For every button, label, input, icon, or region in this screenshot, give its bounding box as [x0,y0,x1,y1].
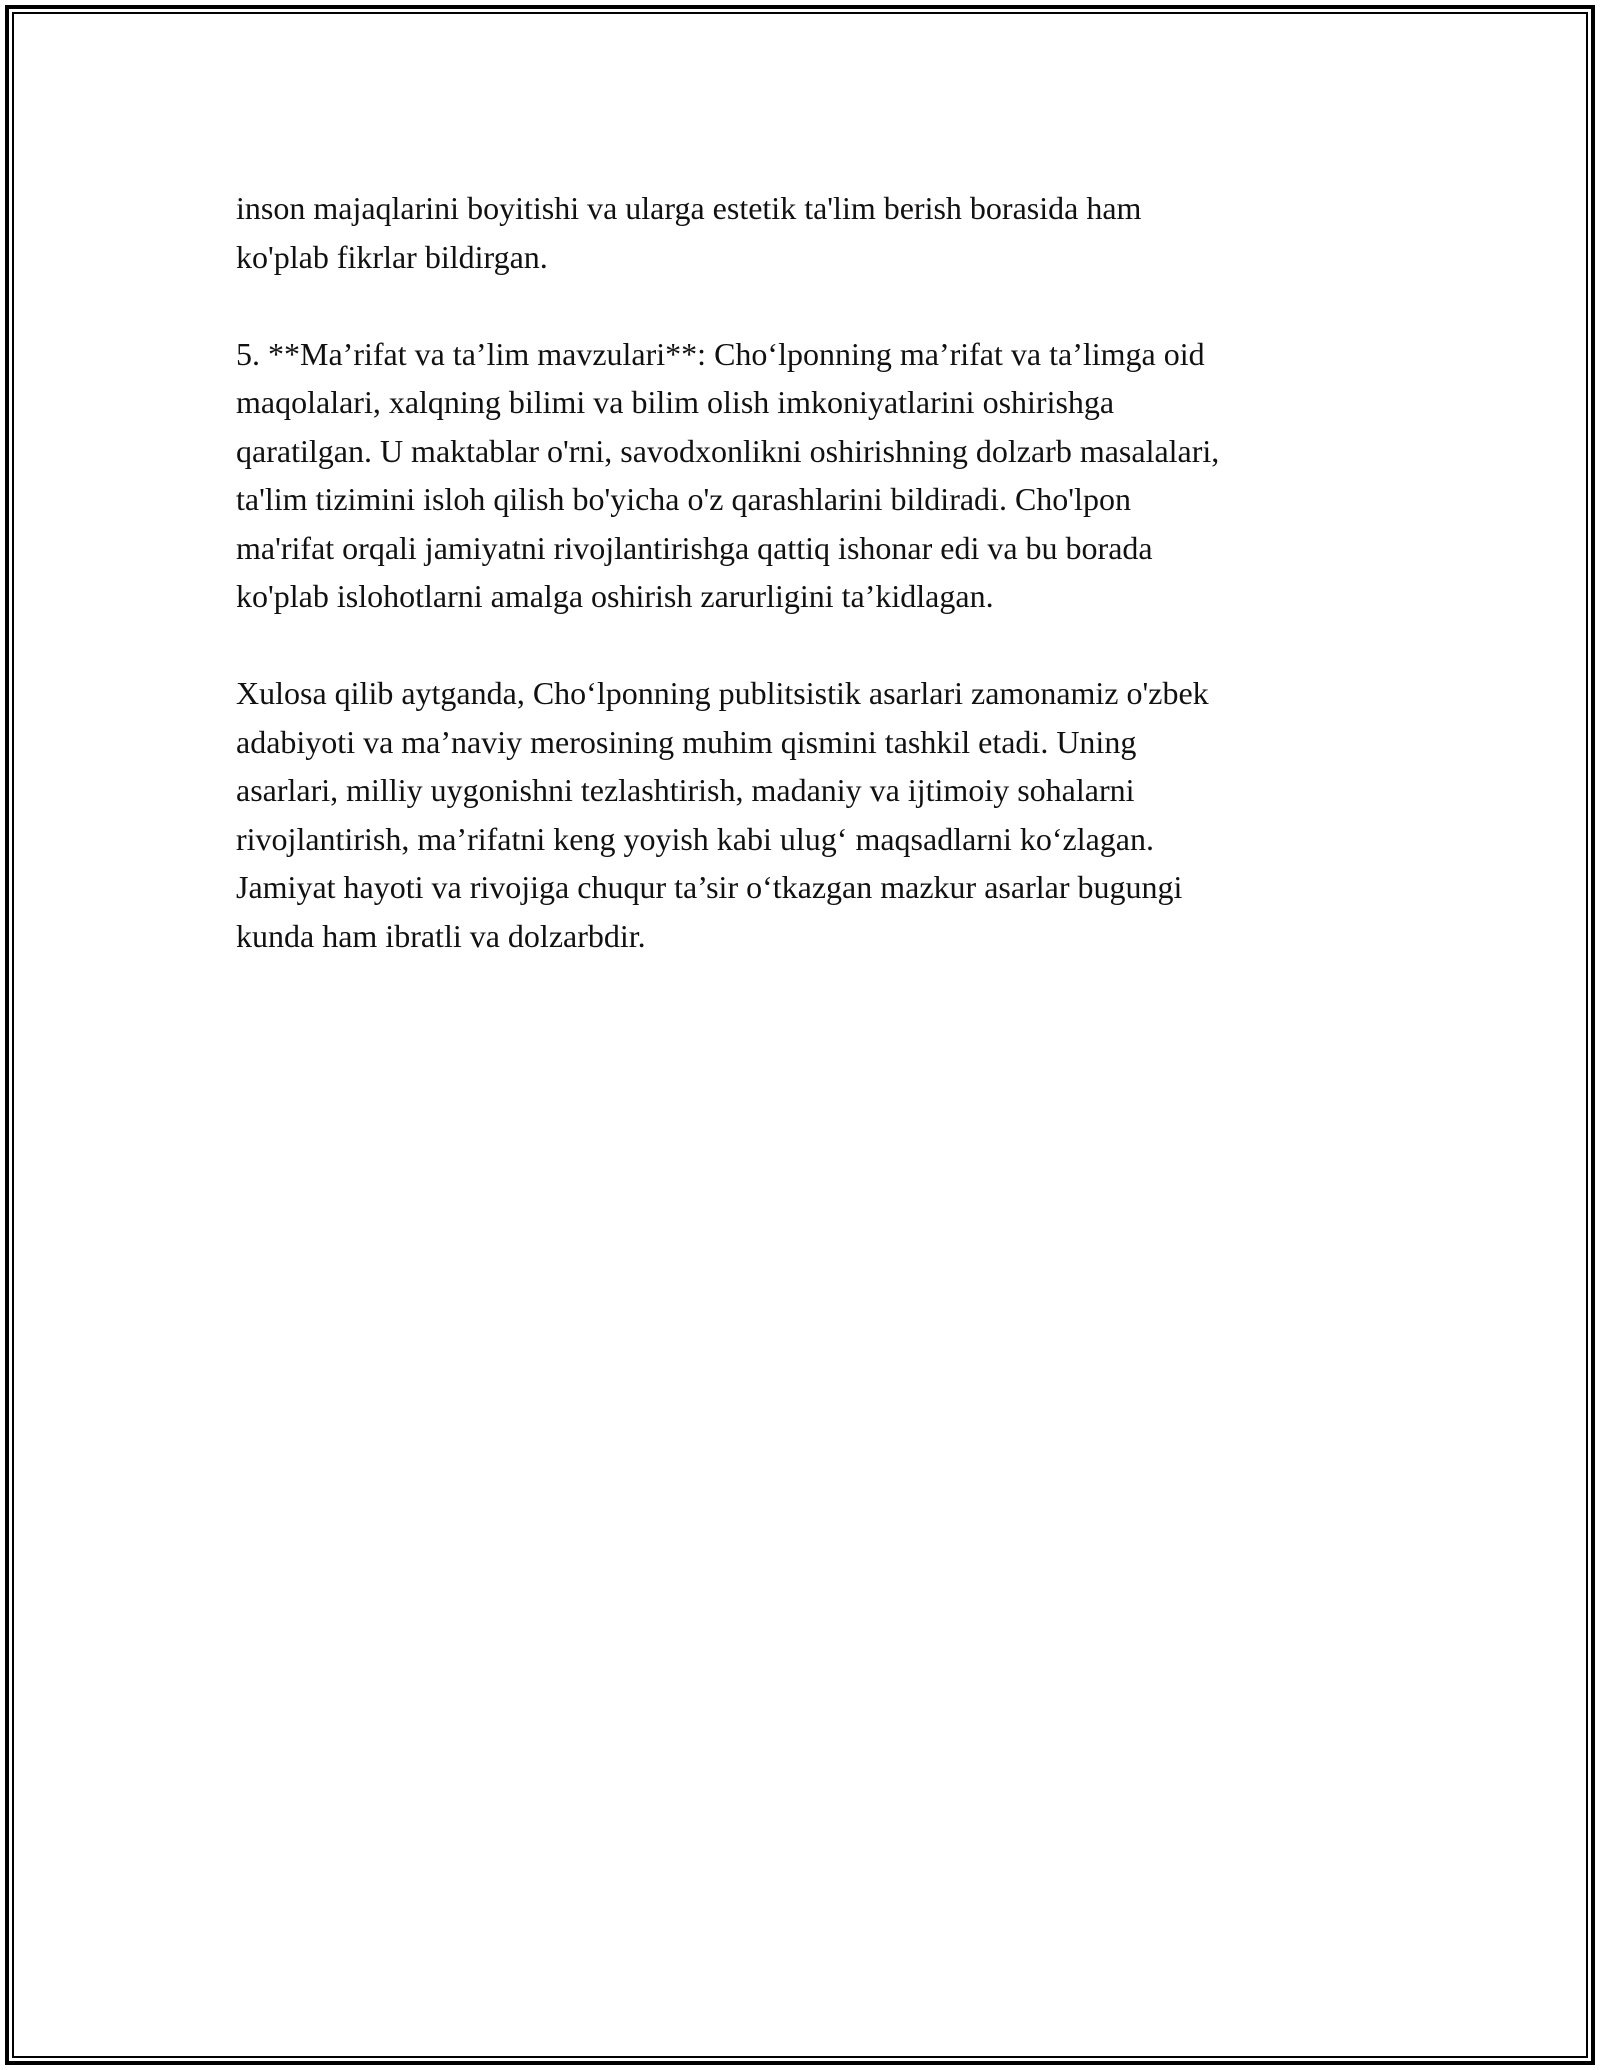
paragraph-enlightenment-education: 5. **Ma’rifat va ta’lim mavzulari**: Cho‘lponning ma’rifat va ta’limga oid maqolalari, xalqning bilimi va bilim olish imkoniyatlarini oshirishga qaratilgan. U maktablar o'rni, savodxonlikni oshirishning dolzarb masalalari, ta'lim tizimini isloh qilish bo'yicha o'z qarashlarini bildiradi. Cho'lpon ma'rifat orqali jamiyatni rivojlantirishga qattiq ishonar edi va bu borada ko'plab islohotlarni amalga oshirish zarurligini ta’kidlagan. [236,335,1220,614]
document-body [236,184,1396,1009]
paragraph-continuation: inson majaqlarini boyitishi va ularga estetik ta'lim berish borasida ham ko'plab fikrlar bildirgan. [236,190,1142,275]
paragraph-conclusion: Xulosa qilib aytganda, Cho‘lponning publitsistik asarlari zamonamiz o'zbek adabiyoti va ma’naviy merosining muhim qismini tashkil etadi. Uning asarlari, milliy uygonishni tezlashtirish, madaniy va ijtimoiy sohalarni rivojlantirish, ma’rifatni keng yoyish kabi ulug‘ maqsadlarni ko‘zlagan. Jamiyat hayoti va rivojiga chuqur ta’sir o‘tkazgan mazkur asarlar bugungi kunda ham ibratli va dolzarbdir. [236,675,1209,954]
